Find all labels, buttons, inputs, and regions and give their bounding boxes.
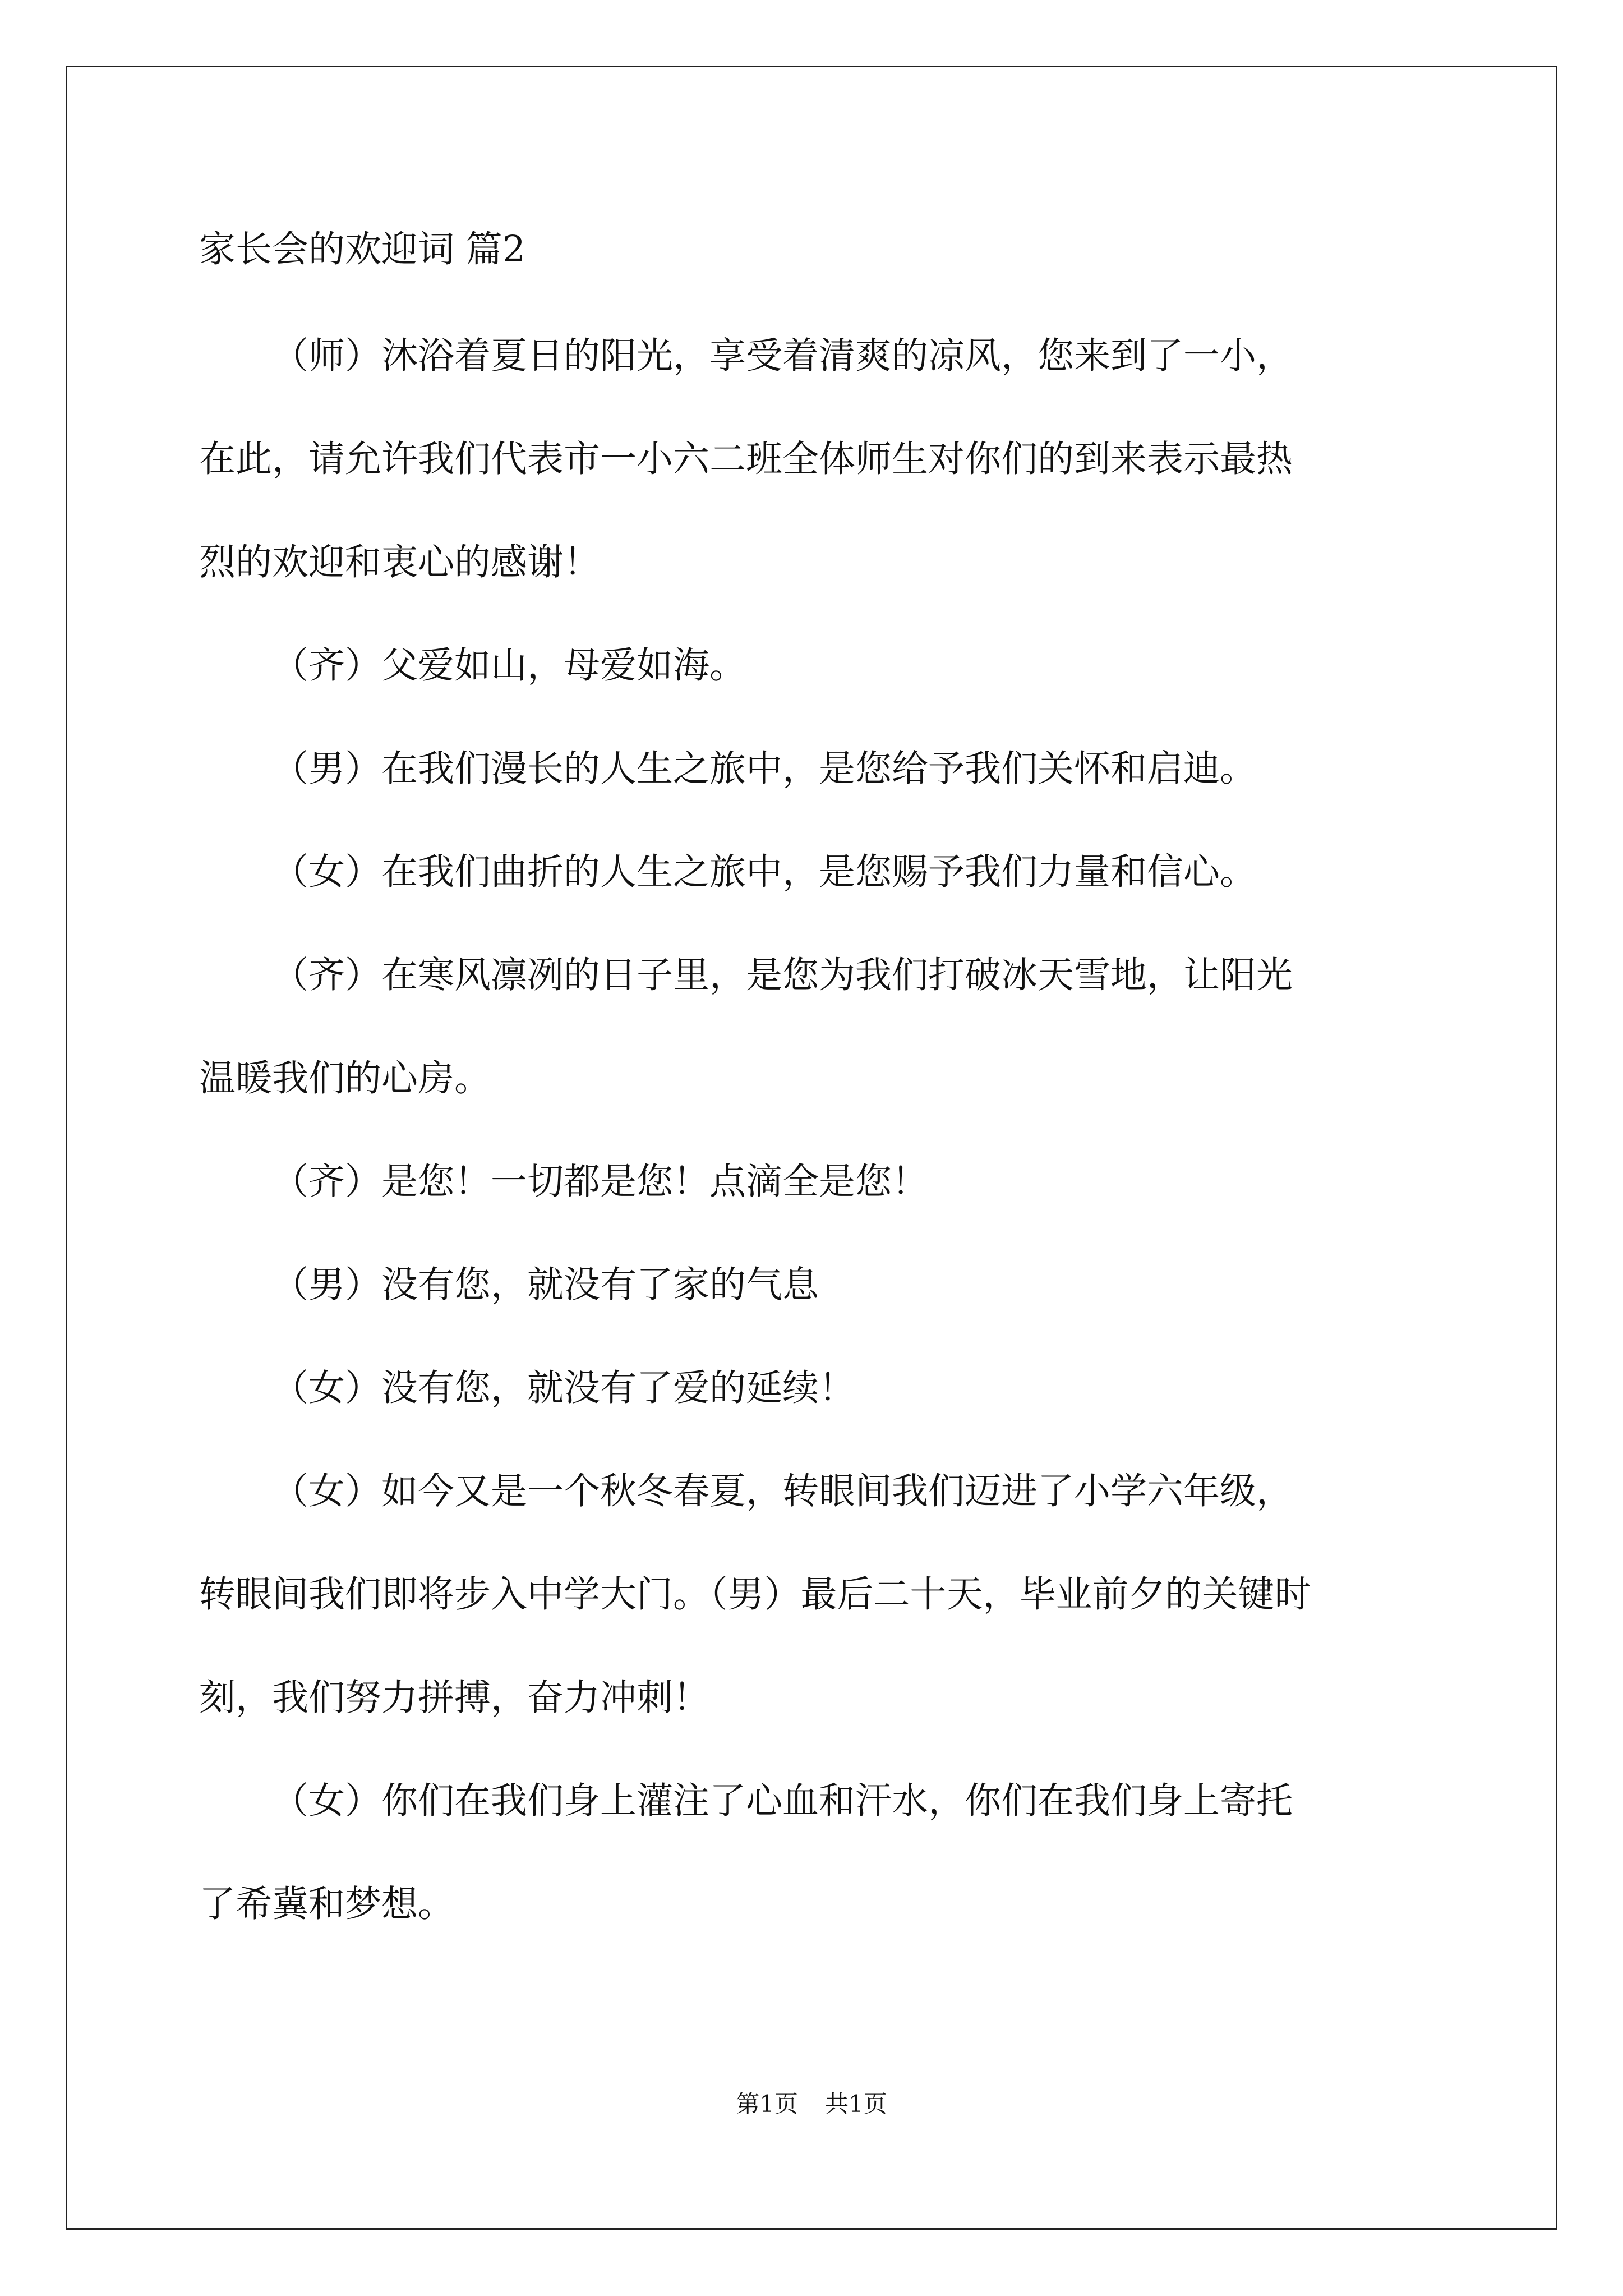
paragraph-line: （齐）父爱如山，母爱如海。 xyxy=(272,645,746,687)
paragraph-line: （女）你们在我们身上灌注了心血和汗水，你们在我们身上寄托 xyxy=(272,1780,1293,1822)
page-total: 共1页 xyxy=(825,2090,887,2118)
paragraph xyxy=(199,1773,1433,1980)
paragraph xyxy=(199,947,1433,1154)
paragraph xyxy=(199,741,1433,844)
paragraph xyxy=(199,1154,1433,1257)
page-footer xyxy=(0,2087,1623,2121)
paragraph xyxy=(199,1464,1433,1773)
document-title: 家长会的欢迎词 篇2 xyxy=(199,228,526,270)
paragraph-line: 刻，我们努力拼搏，奋力冲刺！ xyxy=(199,1677,710,1719)
paragraph-line: （女）在我们曲折的人生之旅中，是您赐予我们力量和信心。 xyxy=(272,851,1257,893)
paragraph-line: （女）如今又是一个秋冬春夏，转眼间我们迈进了小学六年级， xyxy=(272,1470,1293,1512)
paragraph xyxy=(199,844,1433,947)
paragraph xyxy=(199,638,1433,741)
paragraph-line: 温暖我们的心房。 xyxy=(199,1057,491,1099)
page-number: 第1页 xyxy=(736,2090,798,2118)
document-body xyxy=(199,222,1433,1980)
paragraph-line: （男）在我们漫长的人生之旅中，是您给予我们关怀和启迪。 xyxy=(272,748,1257,790)
paragraph-line: （齐）是您！一切都是您！点滴全是您！ xyxy=(272,1161,929,1203)
paragraph xyxy=(199,1257,1433,1360)
paragraph-line: （男）没有您，就没有了家的气息 xyxy=(272,1264,819,1306)
paragraph-line: （女）没有您，就没有了爱的延续！ xyxy=(272,1367,856,1409)
paragraph-line: 在此，请允许我们代表市一小六二班全体师生对你们的到来表示最热 xyxy=(199,438,1293,480)
paragraph-line: （齐）在寒风凛冽的日子里，是您为我们打破冰天雪地，让阳光 xyxy=(272,954,1293,996)
paragraph-line: 转眼间我们即将步入中学大门。（男）最后二十天，毕业前夕的关键时 xyxy=(199,1573,1311,1616)
paragraph xyxy=(199,1360,1433,1464)
paragraph-line: 烈的欢迎和衷心的感谢！ xyxy=(199,541,601,583)
paragraph-line: （师）沐浴着夏日的阳光，享受着清爽的凉风，您来到了一小， xyxy=(272,335,1293,377)
paragraph-line: 了希冀和梦想。 xyxy=(199,1883,455,1925)
paragraph xyxy=(199,328,1433,638)
